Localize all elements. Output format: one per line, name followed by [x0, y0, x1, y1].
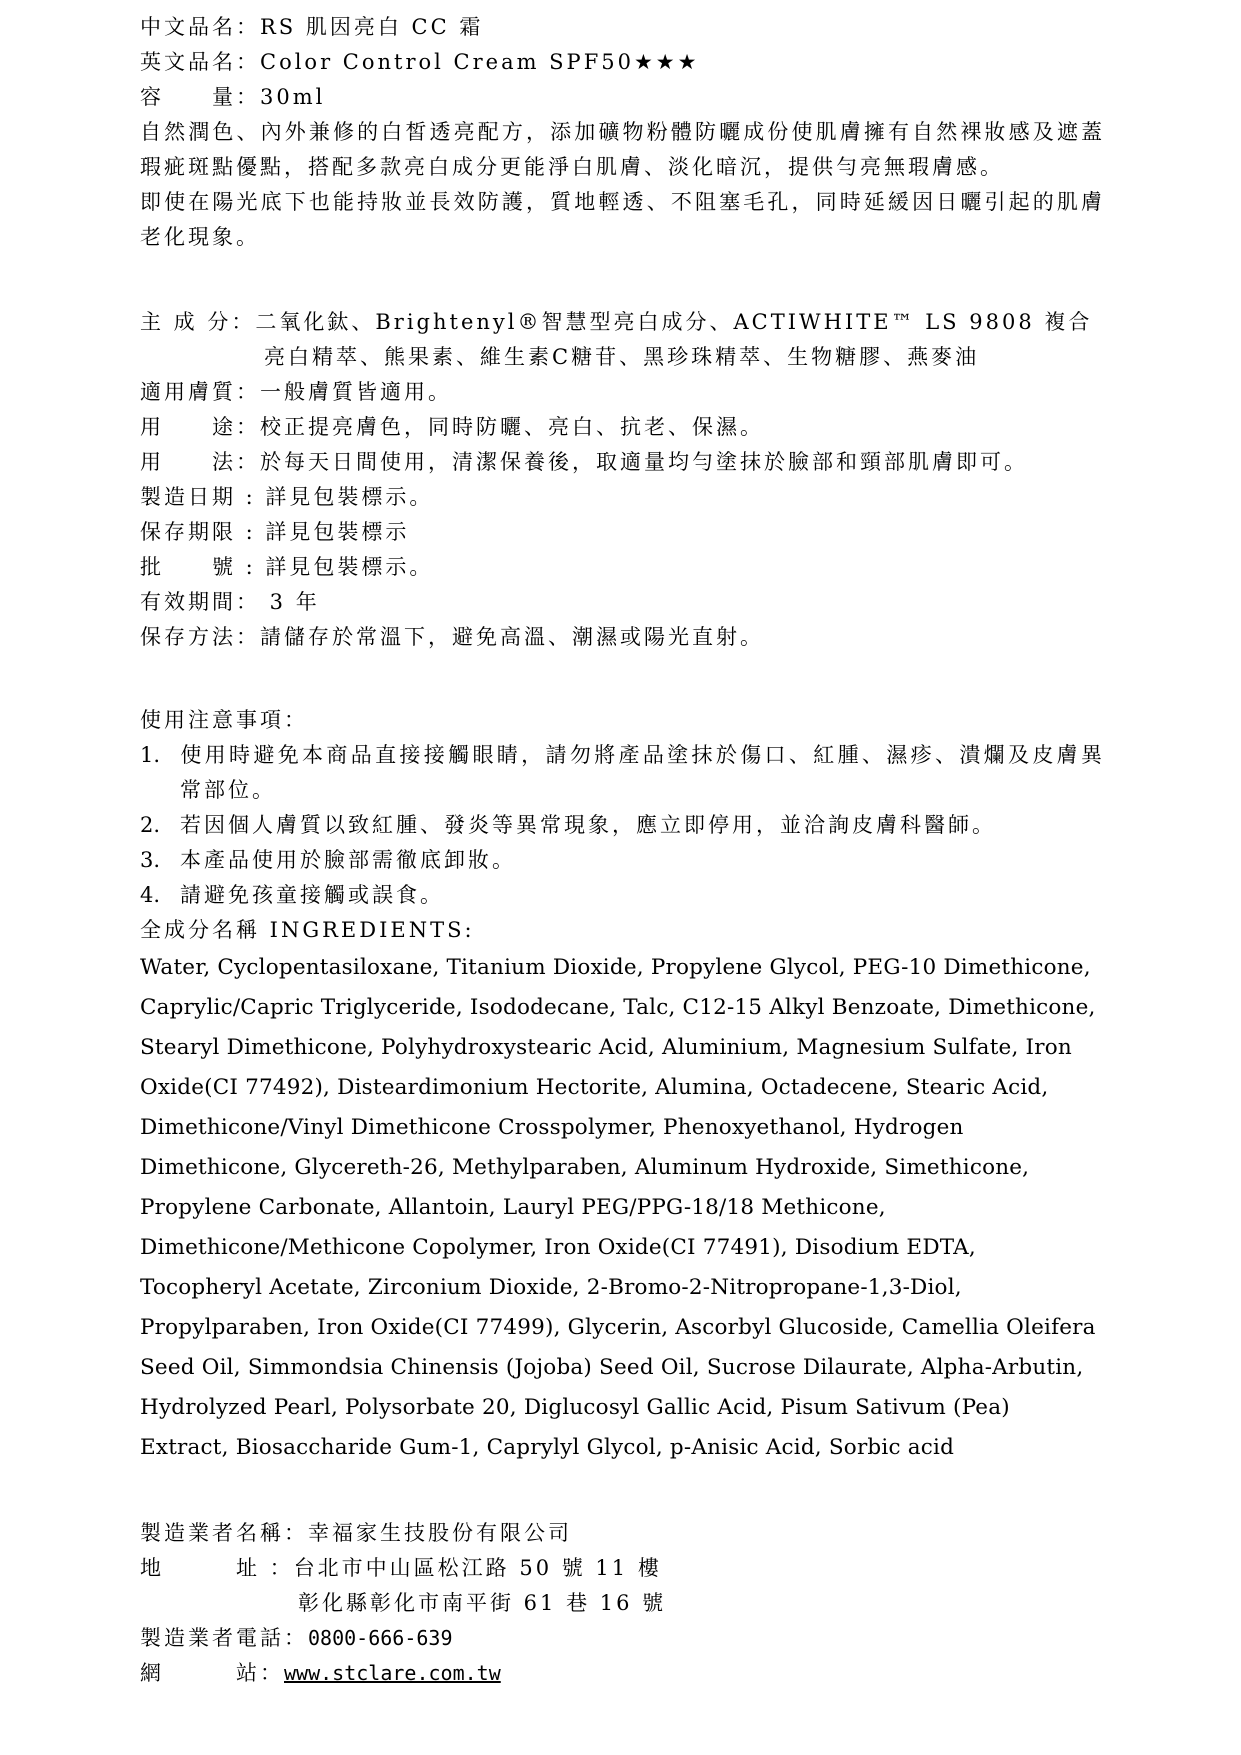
field-phone-value: 0800-666-639 — [308, 1626, 453, 1650]
notice-item-text: 本產品使用於臉部需徹底卸妝。 — [180, 848, 516, 872]
website-link[interactable]: www.stclare.com.tw — [284, 1661, 501, 1685]
field-phone-label: 製造業者電話： — [140, 1626, 308, 1650]
field-usage: 用 途：校正提亮膚色，同時防曬、亮白、抗老、保濕。 — [140, 415, 764, 439]
notice-heading: 使用注意事項： — [140, 708, 308, 732]
field-main-ingredients — [140, 305, 1105, 375]
field-main-ingredients-label: 主 成 分： — [140, 310, 256, 334]
field-address — [140, 1551, 1105, 1621]
field-mfg-date: 製造日期 : 詳見包裝標示。 — [140, 485, 434, 509]
field-address-label: 地 址 ： — [140, 1556, 294, 1580]
field-address-line-2: 彰化縣彰化市南平街 61 巷 16 號 — [298, 1591, 667, 1615]
spacer-3 — [140, 1468, 1105, 1516]
description-paragraph-2: 即使在陽光底下也能持妝並長效防護，質地輕透、不阻塞毛孔，同時延緩因日曬引起的肌膚老化現象。 — [140, 190, 1105, 249]
field-valid-period: 有效期間： 3 年 — [140, 590, 320, 614]
notice-item-2 — [140, 808, 1105, 843]
spacer-2 — [140, 655, 1105, 703]
field-manufacturer: 製造業者名稱：幸福家生技股份有限公司 — [140, 1521, 572, 1545]
field-product-name-zh: 中文品名：RS 肌因亮白 CC 霜 — [140, 15, 484, 39]
notice-item-number: 1. — [140, 743, 161, 767]
field-product-name-en: 英文品名：Color Control Cream SPF50★★★ — [140, 50, 700, 74]
field-main-ingredients-line-2: 亮白精萃、熊果素、維生素C糖苷、黑珍珠精萃、生物糖膠、燕麥油 — [264, 345, 980, 369]
notice-item-text: 使用時避免本商品直接接觸眼睛，請勿將產品塗抹於傷口、紅腫、濕疹、潰爛及皮膚異常部位。 — [180, 743, 1105, 802]
notice-item-text: 若因個人膚質以致紅腫、發炎等異常現象，應立即停用，並洽詢皮膚科醫師。 — [180, 813, 996, 837]
field-batch-no: 批 號 : 詳見包裝標示。 — [140, 555, 434, 579]
notice-item-number: 4. — [140, 883, 161, 907]
field-website-label: 網 站： — [140, 1661, 284, 1685]
field-volume: 容 量：30ml — [140, 85, 326, 109]
field-shelf-life: 保存期限 : 詳見包裝標示 — [140, 520, 410, 544]
field-storage: 保存方法：請儲存於常溫下，避免高溫、潮濕或陽光直射。 — [140, 625, 764, 649]
notice-item-4 — [140, 878, 1105, 913]
spacer-1 — [140, 255, 1105, 305]
notice-item-text: 請避免孩童接觸或誤食。 — [180, 883, 444, 907]
notice-item-3 — [140, 843, 1105, 878]
field-main-ingredients-line-1: 二氧化鈦、Brightenyl®智慧型亮白成分、ACTIWHITE™ LS 9808 複合 — [255, 310, 1093, 334]
document-body — [140, 10, 1105, 1691]
notice-item-1 — [140, 738, 1105, 808]
notice-list — [140, 738, 1105, 913]
field-website — [140, 1656, 1105, 1691]
notice-item-number: 3. — [140, 848, 161, 872]
field-directions: 用 法：於每天日間使用，清潔保養後，取適量均勻塗抹於臉部和頸部肌膚即可。 — [140, 450, 1028, 474]
ingredients-paragraph: Water, Cyclopentasiloxane, Titanium Dioxide, Propylene Glycol, PEG-10 Dimethicone, Caprylic/Capric Triglyceride, Isododecane, Talc, C12-15 Alkyl Benzoate, Dimethicone, Stearyl Dimethicone, Polyhydroxystearic Acid, Aluminium, Magnesium Sulfate, Iron Oxide(CI 77492), Disteardimonium Hectorite, Alumina, Octadecene, Stearic Acid, Dimethicone/Vinyl Dimethicone Crosspolymer, Phenoxyethanol, Hydrogen Dimethicone, Glycereth-26, Methylparaben, Aluminum Hydroxide, Simethicone, Propylene Carbonate, Allantoin, Lauryl PEG/PPG-18/18 Methicone, Dimethicone/Methicone Copolymer, Iron Oxide(CI 77491), Disodium EDTA, Tocopheryl Acetate, Zirconium Dioxide, 2-Bromo-2-Nitropropane-1,3-Diol, Propylparaben, Iron Oxide(CI 77499), Glycerin, Ascorbyl Glucoside, Camellia Oleifera Seed Oil, Simmondsia Chinensis (Jojoba) Seed Oil, Sucrose Dilaurate, Alpha-Arbutin, Hydrolyzed Pearl, Polysorbate 20, Diglucosyl Gallic Acid, Pisum Sativum (Pea) Extract, Biosaccharide Gum-1, Caprylyl Glycol, p-Anisic Acid, Sorbic acid — [140, 955, 1096, 1460]
field-phone — [140, 1621, 1105, 1656]
ingredients-heading: 全成分名稱 INGREDIENTS: — [140, 918, 475, 942]
field-skin-type: 適用膚質：一般膚質皆適用。 — [140, 380, 452, 404]
field-address-line-1: 台北市中山區松江路 50 號 11 樓 — [293, 1556, 662, 1580]
notice-item-number: 2. — [140, 813, 161, 837]
description-paragraph-1: 自然潤色、內外兼修的白皙透亮配方，添加礦物粉體防曬成份使肌膚擁有自然裸妝感及遮蓋瑕疵斑點優點，搭配多款亮白成分更能淨白肌膚、淡化暗沉，提供勻亮無瑕膚感。 — [140, 120, 1105, 179]
